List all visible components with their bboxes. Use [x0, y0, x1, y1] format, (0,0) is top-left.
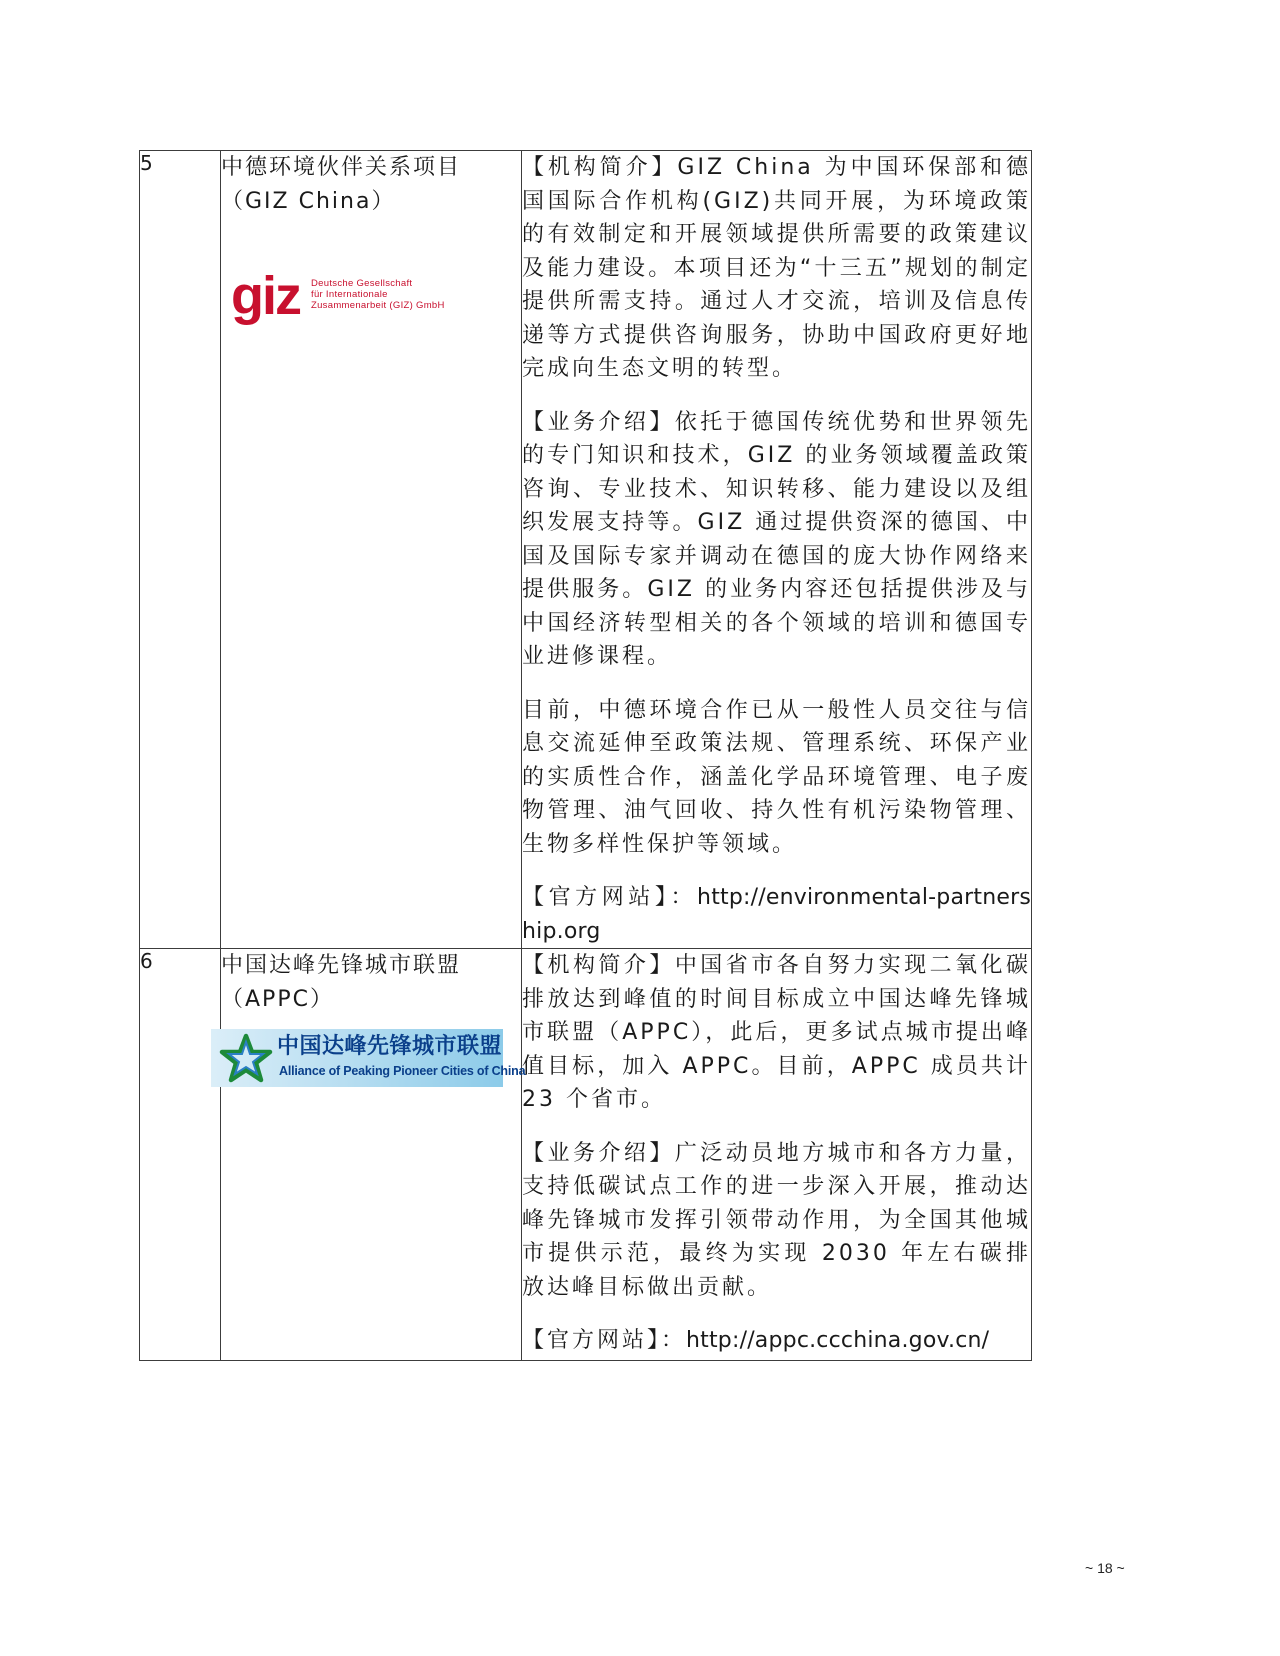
organization-name: 中国达峰先锋城市联盟	[221, 953, 462, 978]
website-link[interactable]: http://appc.ccchina.gov.cn/	[686, 1328, 990, 1353]
website-line	[522, 1324, 1031, 1358]
organization-name-cell	[221, 151, 522, 949]
organization-table	[139, 150, 1032, 1361]
organization-abbr: （GIZ China）	[221, 189, 396, 214]
appc-logo	[211, 1029, 526, 1087]
giz-logo	[231, 266, 451, 327]
row-number: 5	[140, 151, 221, 949]
website-label: 【官方网站】：	[522, 1328, 687, 1353]
website-link[interactable]: http://environmental-partnership.org	[522, 885, 1031, 944]
current-paragraph: 目前，中德环境合作已从一般性人员交往与信息交流延伸至政策法规、管理系统、环保产业的实质性合作，涵盖化学品环境管理、电子废物管理、油气回收、持久性有机污染物管理、生物多样性保护等领域。	[522, 697, 1031, 857]
star-icon	[219, 1033, 273, 1083]
website-line	[522, 881, 1031, 948]
organization-name: 中德环境伙伴关系项目	[221, 155, 462, 180]
page-number: ~ 18 ~	[1085, 1560, 1125, 1576]
giz-logo-text: Deutsche Gesellschaft für Internationale Zusammenarbeit (GIZ) GmbH	[311, 278, 445, 311]
website-label: 【官方网站】：	[522, 885, 698, 910]
appc-logo-chinese: 中国达峰先锋城市联盟	[277, 1034, 503, 1059]
table-row	[140, 151, 1032, 949]
organization-abbr: （APPC）	[221, 987, 334, 1012]
table-row	[140, 949, 1032, 1361]
intro-paragraph: 【机构简介】GIZ China 为中国环保部和德国国际合作机构(GIZ)共同开展，为环境政策的有效制定和开展领域提供所需要的政策建议及能力建设。本项目还为“十三五”规划的制定提供所需支持。通过人才交流，培训及信息传递等方式提供咨询服务，协助中国政府更好地完成向生态文明的转型。	[522, 155, 1031, 381]
business-paragraph: 【业务介绍】依托于德国传统优势和世界领先的专门知识和技术，GIZ 的业务领域覆盖政策咨询、专业技术、知识转移、能力建设以及组织发展支持等。GIZ 通过提供资深的德国、中国及国际专家并调动在德国的庞大协作网络来提供服务。GIZ 的业务内容还包括提供涉及与中国经济转型相关的各个领域的培训和德国专业进修课程。	[522, 409, 1031, 669]
organization-description	[522, 151, 1032, 949]
intro-paragraph: 【机构简介】中国省市各自努力实现二氧化碳排放达到峰值的时间目标成立中国达峰先锋城市联盟（APPC），此后，更多试点城市提出峰值目标，加入 APPC。目前，APPC 成员共计 23 个省市。	[522, 953, 1031, 1112]
business-paragraph: 【业务介绍】广泛动员地方城市和各方力量，支持低碳试点工作的进一步深入开展，推动达峰先锋城市发挥引领带动作用，为全国其他城市提供示范，最终为实现 2030 年左右碳排放达峰目标做出贡献。	[522, 1140, 1031, 1300]
giz-logo-word: giz	[231, 266, 300, 326]
appc-logo-english: Alliance of Peaking Pioneer Cities of China	[279, 1064, 526, 1078]
organization-name-cell	[221, 949, 526, 1361]
row-number: 6	[140, 949, 221, 1361]
organization-description	[522, 949, 1032, 1361]
